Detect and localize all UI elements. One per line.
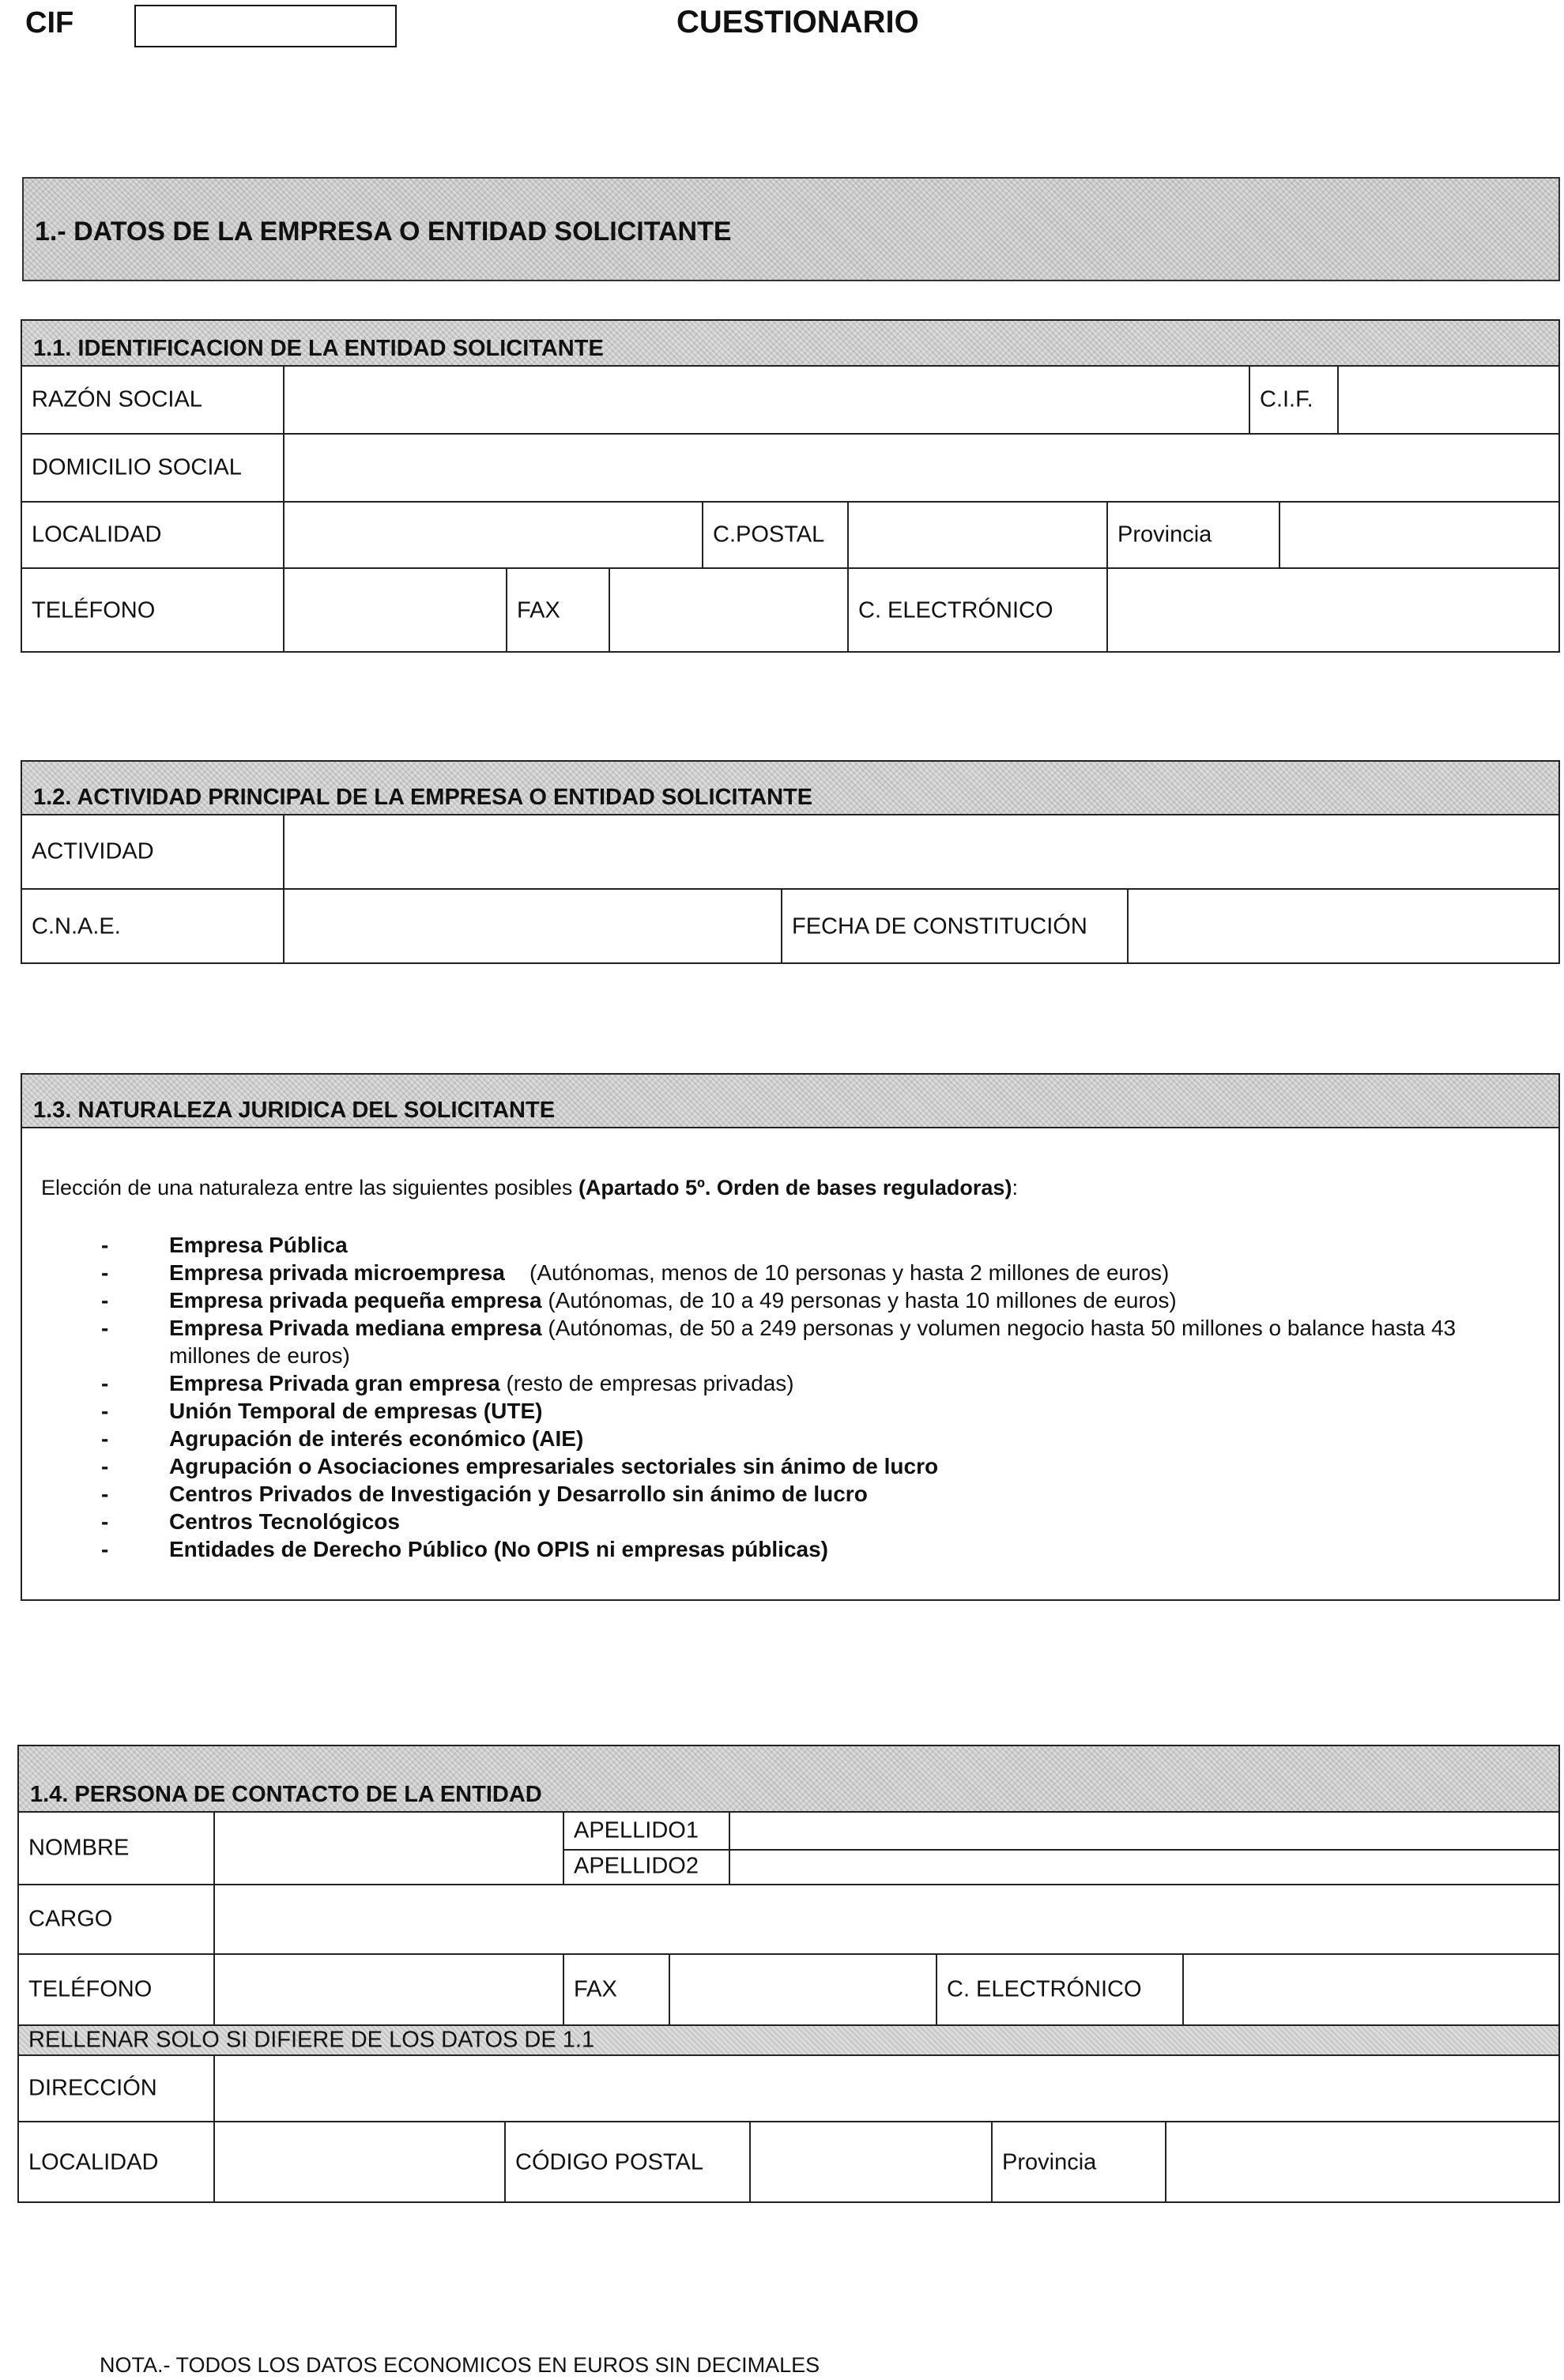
section-1-3-box [21, 1073, 1560, 1601]
label-telefono: TELÉFONO [32, 597, 156, 623]
field-localidad-contacto[interactable] [213, 2122, 504, 2203]
field-cnae[interactable] [283, 890, 781, 964]
naturaleza-option[interactable]: - Entidades de Derecho Público (No OPIS ni empresas públicas) [101, 1535, 1540, 1563]
row-actividad [22, 815, 1558, 890]
field-apellido1[interactable] [730, 1813, 1558, 1851]
section-1-4-table [17, 1745, 1560, 2203]
document-title: CUESTIONARIO [676, 5, 919, 40]
section-1-3-header [22, 1075, 1558, 1128]
label-cargo: CARGO [28, 1906, 113, 1932]
naturaleza-option[interactable]: - Centros Tecnológicos [101, 1508, 1540, 1535]
field-correo-contacto[interactable] [1182, 1955, 1558, 2024]
section-1-1-header [22, 321, 1558, 367]
label-apellido1: APELLIDO1 [564, 1813, 729, 1851]
row-localidad-contacto [19, 2122, 1558, 2203]
field-razon-social[interactable] [283, 367, 1249, 433]
label-fax-contacto: FAX [563, 1955, 669, 2024]
label-apellido2: APELLIDO2 [574, 1853, 699, 1879]
field-telefono[interactable] [283, 569, 506, 653]
field-cpostal[interactable] [847, 503, 1106, 567]
naturaleza-intro: Elección de una naturaleza entre las siguientes posibles (Apartado 5º. Orden de bases reguladoras): [41, 1176, 1018, 1199]
row-rellenar-note [19, 2026, 1558, 2056]
field-correo[interactable] [1106, 569, 1558, 653]
footer-note: NOTA.- TODOS LOS DATOS ECONOMICOS EN EUROS SIN DECIMALES [100, 2353, 820, 2377]
naturaleza-option[interactable]: - Empresa Pública [101, 1231, 1540, 1259]
naturaleza-option[interactable]: - Empresa privada microempresa (Autónomas, menos de 10 personas y hasta 2 millones de euros) [101, 1259, 1540, 1286]
field-actividad[interactable] [283, 815, 1558, 888]
form-header [22, 0, 1547, 44]
naturaleza-options-list [101, 1231, 1540, 1563]
row-telefono [22, 569, 1558, 653]
label-localidad: LOCALIDAD [32, 522, 162, 548]
row-razon-social [22, 367, 1558, 435]
cif-input-box[interactable] [134, 5, 397, 47]
row-cnae [22, 890, 1558, 964]
label-cpostal: C.POSTAL [702, 503, 847, 567]
section-1-2-title: 1.2. ACTIVIDAD PRINCIPAL DE LA EMPRESA O ENTIDAD SOLICITANTE [33, 785, 813, 810]
label-provincia-contacto: Provincia [991, 2122, 1165, 2203]
label-actividad: ACTIVIDAD [32, 838, 154, 864]
naturaleza-option[interactable]: - Empresa privada pequeña empresa (Autónomas, de 10 a 49 personas y hasta 10 millones de euros) [101, 1286, 1540, 1314]
field-fecha-constitucion[interactable] [1127, 890, 1558, 964]
field-fax[interactable] [609, 569, 847, 653]
field-nombre[interactable] [213, 1813, 563, 1884]
label-razon-social: RAZÓN SOCIAL [32, 386, 202, 412]
label-domicilio: DOMICILIO SOCIAL [32, 454, 242, 480]
row-nombre [19, 1813, 1558, 1885]
section-1-1-title: 1.1. IDENTIFICACION DE LA ENTIDAD SOLICITANTE [33, 336, 604, 361]
label-codigo-postal: CÓDIGO POSTAL [504, 2122, 749, 2203]
label-cif: C.I.F. [1249, 367, 1337, 433]
field-direccion[interactable] [213, 2056, 1558, 2121]
section-1-3-title: 1.3. NATURALEZA JURIDICA DEL SOLICITANTE [33, 1098, 556, 1123]
apellidos-labels [563, 1813, 729, 1884]
row-localidad [22, 503, 1558, 569]
field-cargo[interactable] [213, 1885, 1558, 1953]
row-cargo [19, 1885, 1558, 1955]
label-localidad-contacto: LOCALIDAD [28, 2149, 159, 2175]
label-telefono-contacto: TELÉFONO [28, 1976, 153, 2002]
row-telefono-contacto [19, 1955, 1558, 2026]
label-nombre: NOMBRE [28, 1835, 130, 1861]
naturaleza-option[interactable]: - Empresa Privada mediana empresa (Autónomas, de 50 a 249 personas y volumen negocio hasta 50 millones o balance hasta 43 millones de euros) [101, 1314, 1540, 1369]
section-1-title: 1.- DATOS DE LA EMPRESA O ENTIDAD SOLICITANTE [35, 217, 732, 247]
rellenar-note: RELLENAR SOLO SI DIFIERE DE LOS DATOS DE 1.1 [28, 2027, 595, 2053]
section-1-4-header [19, 1746, 1558, 1813]
field-domicilio[interactable] [283, 435, 1558, 501]
naturaleza-option[interactable]: - Centros Privados de Investigación y Desarrollo sin ánimo de lucro [101, 1480, 1540, 1508]
field-localidad[interactable] [283, 503, 702, 567]
naturaleza-option[interactable]: - Empresa Privada gran empresa (resto de empresas privadas) [101, 1369, 1540, 1397]
label-correo-contacto: C. ELECTRÓNICO [936, 1955, 1182, 2024]
label-fax: FAX [506, 569, 609, 653]
section-1-4-title: 1.4. PERSONA DE CONTACTO DE LA ENTIDAD [30, 1782, 542, 1807]
section-1-banner [22, 177, 1560, 281]
section-1-2-header [22, 762, 1558, 815]
row-direccion [19, 2056, 1558, 2122]
naturaleza-option[interactable]: - Agrupación de interés económico (AIE) [101, 1425, 1540, 1452]
label-cnae: C.N.A.E. [32, 913, 121, 940]
field-provincia[interactable] [1279, 503, 1558, 567]
label-fecha-constitucion: FECHA DE CONSTITUCIÓN [781, 890, 1127, 964]
field-provincia-contacto[interactable] [1165, 2122, 1558, 2203]
cif-label: CIF [25, 6, 74, 40]
label-correo: C. ELECTRÓNICO [847, 569, 1106, 653]
field-cif[interactable] [1337, 367, 1558, 433]
field-telefono-contacto[interactable] [213, 1955, 563, 2024]
label-direccion: DIRECCIÓN [28, 2075, 157, 2101]
naturaleza-option[interactable]: - Unión Temporal de empresas (UTE) [101, 1397, 1540, 1425]
apellidos-fields [729, 1813, 1558, 1884]
field-fax-contacto[interactable] [669, 1955, 936, 2024]
section-1-2-table [21, 760, 1560, 964]
row-domicilio [22, 435, 1558, 503]
field-codigo-postal[interactable] [749, 2122, 991, 2203]
field-apellido2[interactable] [730, 1849, 1558, 1884]
section-1-1-table [21, 319, 1560, 653]
naturaleza-option[interactable]: - Agrupación o Asociaciones empresariales sectoriales sin ánimo de lucro [101, 1452, 1540, 1480]
label-provincia: Provincia [1106, 503, 1279, 567]
